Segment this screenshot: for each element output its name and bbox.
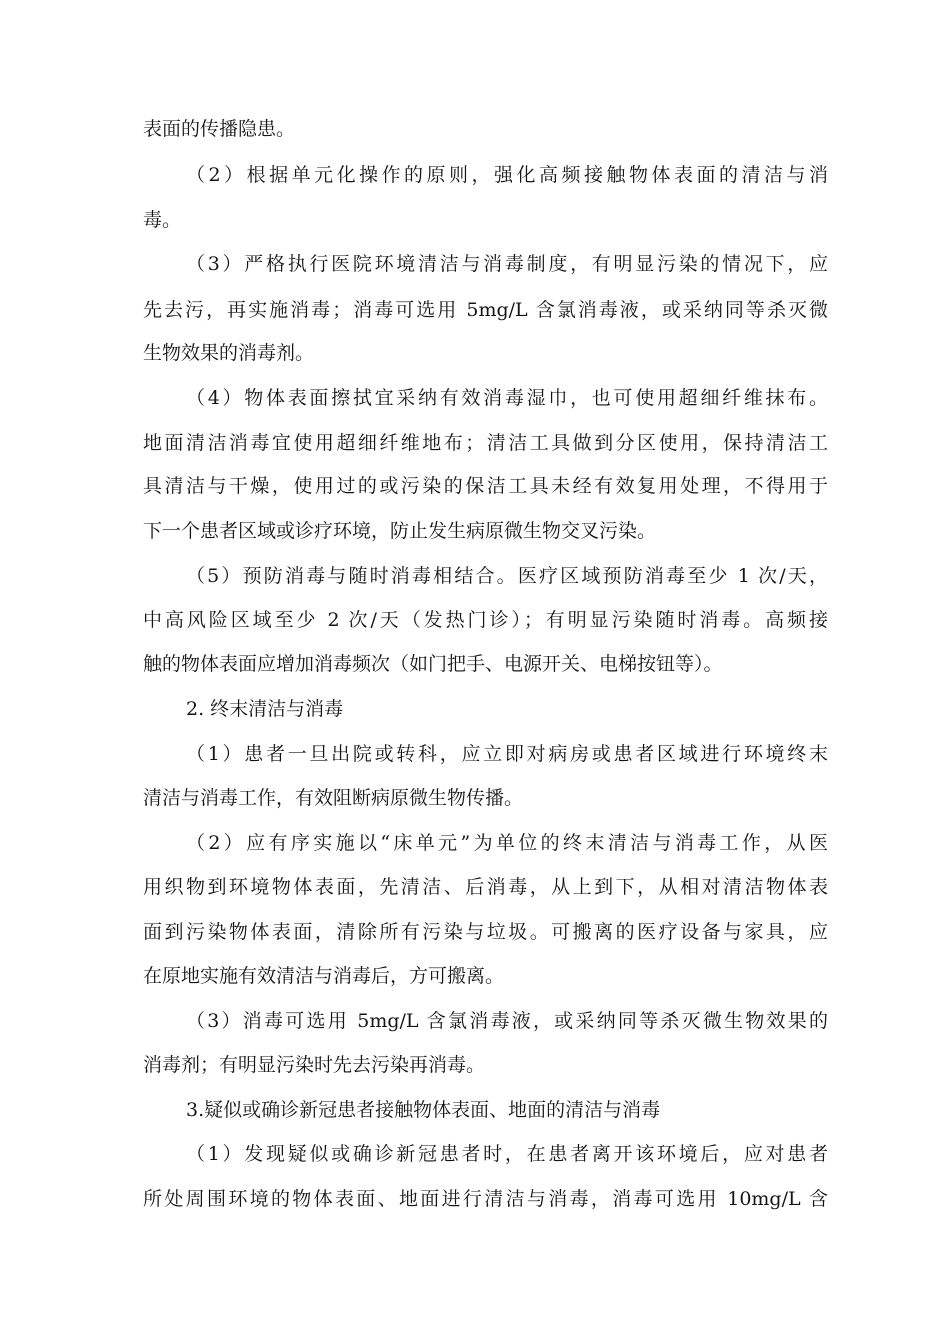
text-line: 所处周围环境的物体表面、地面进行清洁与消毒，消毒可选用 10mg/L 含 (143, 1188, 828, 1210)
text-line: （3）消毒可选用 5mg/L 含氯消毒液，或采纳同等杀灭微生物效果的 (186, 1010, 828, 1032)
text-line: 清洁与消毒工作，有效阻断病原微生物传播。 (143, 787, 524, 809)
text-line: （2）应有序实施以“床单元”为单位的终末清洁与消毒工作，从医 (186, 832, 828, 854)
text-line: 中高风险区域至少 2 次/天（发热门诊）；有明显污染随时消毒。高频接 (143, 609, 828, 631)
text-line: 生物效果的消毒剂。 (143, 342, 315, 364)
text-line: 在原地实施有效清洁与消毒后，方可搬离。 (143, 965, 505, 987)
text-line: （3）严格执行医院环境清洁与消毒制度，有明显污染的情况下，应 (186, 253, 828, 275)
text-line: （5）预防消毒与随时消毒相结合。医疗区域预防消毒至少 1 次/天， (186, 565, 828, 587)
text-line: 表面的传播隐患。 (143, 118, 296, 140)
text-line: 触的物体表面应增加消毒频次（如门把手、电源开关、电梯按钮等）。 (143, 653, 723, 675)
text-line: （2）根据单元化操作的原则，强化高频接触物体表面的清洁与消 (186, 164, 828, 186)
text-line: 具清洁与干燥，使用过的或污染的保洁工具未经有效复用处理，不得用于 (143, 475, 828, 497)
text-line: （1）患者一旦出院或转科，应立即对病房或患者区域进行环境终末 (186, 743, 828, 765)
text-line: 下一个患者区域或诊疗环境，防止发生病原微生物交叉污染。 (143, 520, 657, 542)
text-line: 用织物到环境物体表面，先清洁、后消毒，从上到下，从相对清洁物体表 (143, 876, 828, 898)
section-heading: 2. 终末清洁与消毒 (186, 698, 344, 720)
text-line: （4）物体表面擦拭宜采纳有效消毒湿巾，也可使用超细纤维抹布。 (186, 387, 828, 409)
text-line: 面到污染物体表面，清除所有污染与垃圾。可搬离的医疗设备与家具，应 (143, 921, 828, 943)
text-line: 地面清洁消毒宜使用超细纤维地布；清洁工具做到分区使用，保持清洁工 (143, 432, 828, 454)
text-line: （1）发现疑似或确诊新冠患者时，在患者离开该环境后，应对患者 (186, 1143, 828, 1165)
text-line: 先去污，再实施消毒；消毒可选用 5mg/L 含氯消毒液，或采纳同等杀灭微 (143, 299, 828, 321)
section-heading: 3.疑似或确诊新冠患者接触物体表面、地面的清洁与消毒 (186, 1099, 661, 1121)
text-line: 毒。 (143, 209, 182, 231)
text-line: 消毒剂；有明显污染时先去污染再消毒。 (143, 1054, 486, 1076)
